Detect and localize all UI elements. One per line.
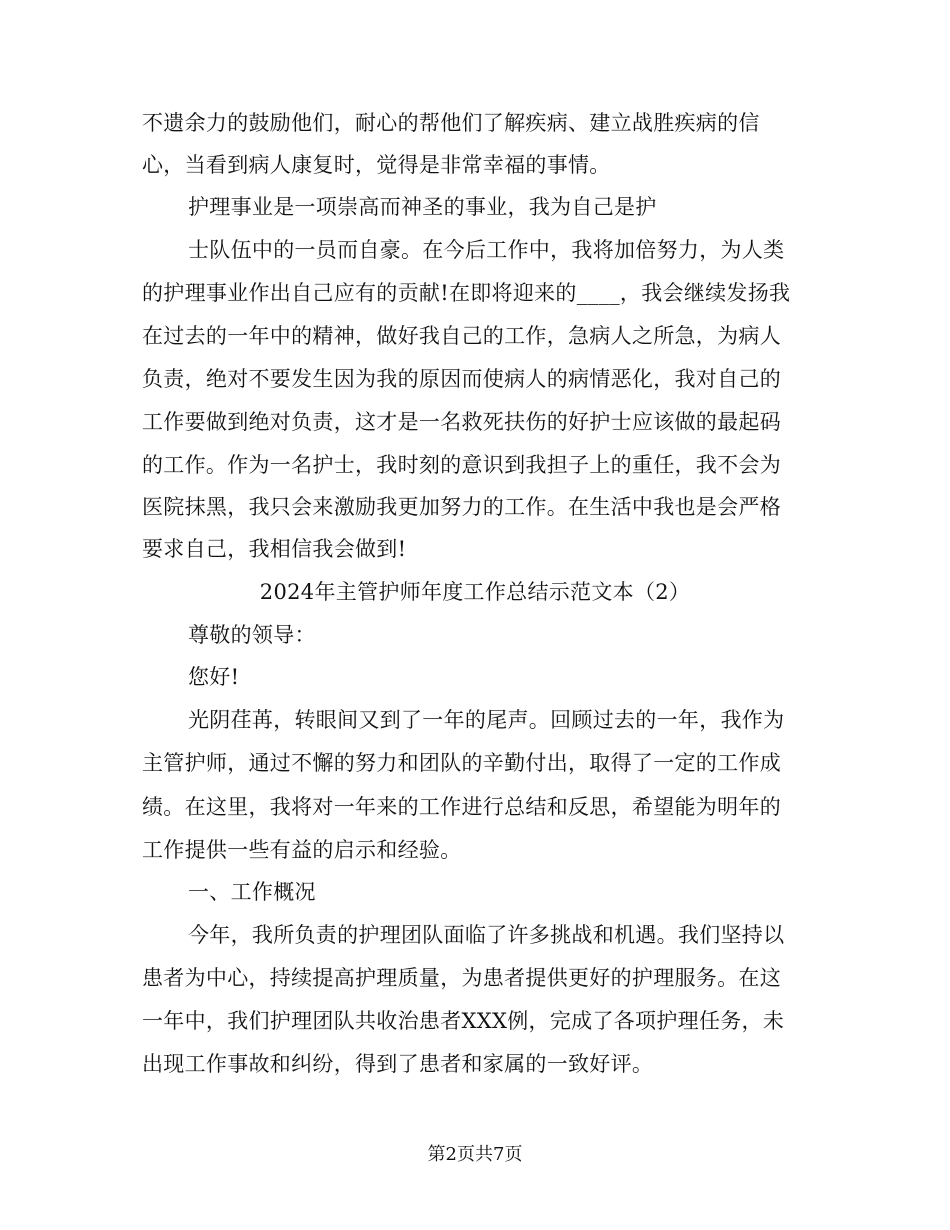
section-heading: 一、工作概况: [188, 880, 316, 904]
paragraph-line: 负责，绝对不要发生因为我的原因而使病人的病情恶化，我对自己的: [142, 367, 781, 391]
paragraph-line: 出现工作事故和纠纷，得到了患者和家属的一致好评。: [142, 1052, 654, 1076]
paragraph-line: 工作要做到绝对负责，这才是一名救死扶伤的好护士应该做的最起码: [142, 410, 781, 434]
paragraph-line: 的工作。作为一名护士，我时刻的意识到我担子上的重任，我不会为: [142, 453, 781, 477]
paragraph-line: 患者为中心，持续提高护理质量，为患者提供更好的护理服务。在这: [142, 966, 781, 990]
paragraph-line: 士队伍中的一员而自豪。在今后工作中，我将加倍努力，为人类: [188, 238, 785, 262]
paragraph-line: 工作提供一些有益的启示和经验。: [142, 838, 462, 862]
page-number-footer: 第2页共7页: [427, 1144, 523, 1165]
paragraph-line: 今年，我所负责的护理团队面临了许多挑战和机遇。我们坚持以: [188, 923, 785, 947]
salutation: 尊敬的领导：: [188, 623, 316, 647]
paragraph-line: 不遗余力的鼓励他们，耐心的帮他们了解疾病、建立战胜疾病的信: [142, 111, 760, 135]
paragraph-line: 一年中，我们护理团队共收治患者XXX例，完成了各项护理任务，未: [142, 1009, 785, 1033]
paragraph-line: 要求自己，我相信我会做到!: [142, 537, 407, 561]
greeting: 您好!: [188, 665, 240, 689]
paragraph-line: 主管护师，通过不懈的努力和团队的辛勤付出，取得了一定的工作成: [142, 751, 781, 775]
paragraph-line: 心，当看到病人康复时，觉得是非常幸福的事情。: [142, 153, 611, 177]
paragraph-line: 的护理事业作出自己应有的贡献!在即将迎来的____，我会继续发扬我: [142, 281, 791, 305]
paragraph-line: 医院抹黑，我只会来激励我更加努力的工作。在生活中我也是会严格: [142, 495, 781, 519]
paragraph-line: 绩。在这里，我将对一年来的工作进行总结和反思，希望能为明年的: [142, 795, 781, 819]
paragraph-line: 光阴荏苒，转眼间又到了一年的尾声。回顾过去的一年，我作为: [188, 708, 785, 732]
paragraph-line: 护理事业是一项崇高而神圣的事业，我为自己是护: [188, 195, 657, 219]
paragraph-line: 在过去的一年中的精神，做好我自己的工作，急病人之所急，为病人: [142, 324, 781, 348]
section-title: 2024年主管护师年度工作总结示范文本（2）: [259, 580, 691, 604]
